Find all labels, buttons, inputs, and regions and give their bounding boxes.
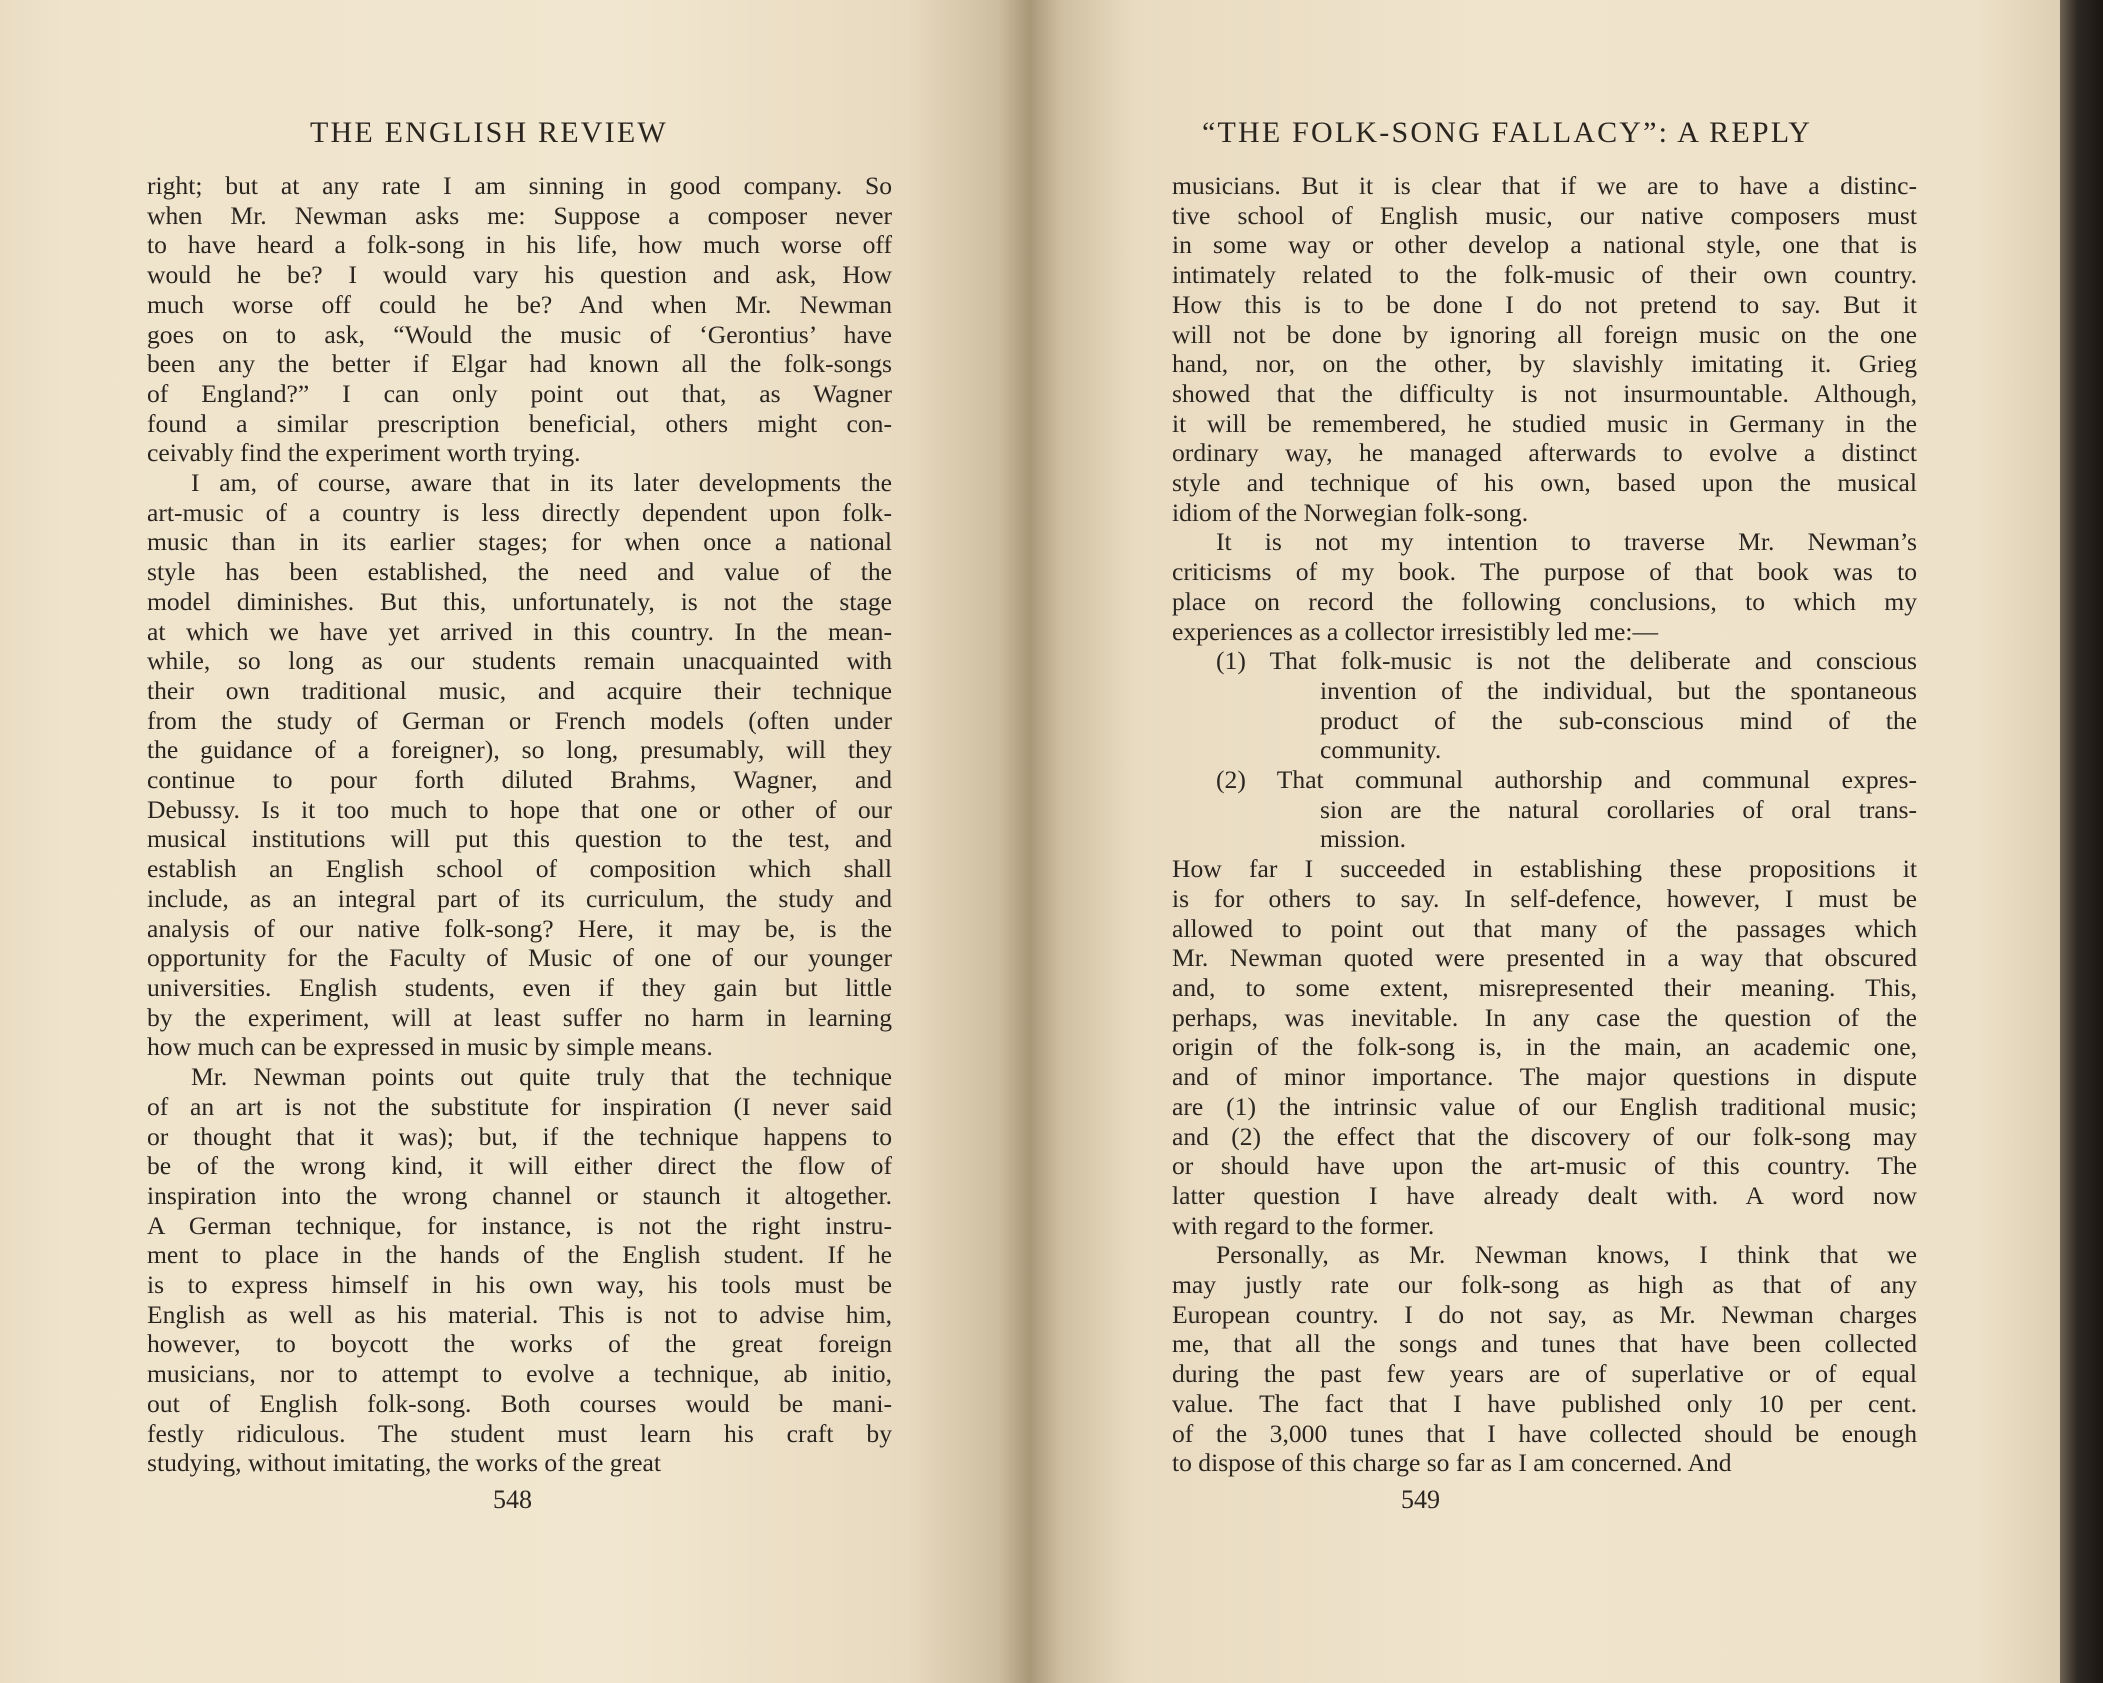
text-line: product of the sub-conscious mind of the [1320, 705, 1917, 735]
text-line: it will be remembered, he studied music in Germany in the [1172, 408, 1917, 438]
text-line: from the study of German or French models (often under [147, 705, 892, 735]
text-line: inspiration into the wrong channel or staunch it altogether. [147, 1180, 892, 1210]
text-line: (1) That folk-music is not the deliberate and conscious [1216, 646, 1917, 676]
text-line: I am, of course, aware that in its later developments the [191, 468, 892, 498]
text-line: How this is to be done I do not pretend to say. But it [1172, 289, 1917, 319]
text-line: with regard to the former. [1172, 1210, 1435, 1240]
text-line: value. The fact that I have published only 10 per cent. [1172, 1388, 1917, 1418]
text-line: model diminishes. But this, unfortunately, is not the stage [147, 586, 892, 616]
text-line: or thought that it was); but, if the technique happens to [147, 1121, 892, 1151]
text-line: perhaps, was inevitable. In any case the question of the [1172, 1002, 1917, 1032]
text-line: music than in its earlier stages; for when once a national [147, 527, 892, 557]
text-line: and of minor importance. The major questions in dispute [1172, 1062, 1917, 1092]
text-line: musical institutions will put this question to the test, and [147, 824, 892, 854]
right-body-text [1172, 171, 1917, 1478]
text-line: much worse off could he be? And when Mr. Newman [147, 289, 892, 319]
text-line: of an art is not the substitute for inspiration (I never said [147, 1091, 892, 1121]
text-line: while, so long as our students remain unacquainted with [147, 646, 892, 676]
text-line: Mr. Newman points out quite truly that the technique [191, 1062, 892, 1092]
text-line: me, that all the songs and tunes that have been collected [1172, 1329, 1917, 1359]
text-line: be of the wrong kind, it will either direct the flow of [147, 1151, 892, 1181]
text-line: (2) That communal authorship and communal expres- [1216, 765, 1917, 795]
text-line: art-music of a country is less directly dependent upon folk- [147, 497, 892, 527]
text-line: It is not my intention to traverse Mr. Newman’s [1216, 527, 1917, 557]
text-line: and, to some extent, misrepresented their meaning. This, [1172, 972, 1917, 1002]
text-line: Debussy. Is it too much to hope that one or other of our [147, 794, 892, 824]
text-line: experiences as a collector irresistibly led me:— [1172, 616, 1659, 646]
text-line: criticisms of my book. The purpose of that book was to [1172, 557, 1917, 587]
text-line: to have heard a folk-song in his life, how much worse off [147, 230, 892, 260]
text-line: Personally, as Mr. Newman knows, I think that we [1216, 1240, 1917, 1270]
text-line: is to express himself in his own way, his tools must be [147, 1270, 892, 1300]
text-line: idiom of the Norwegian folk-song. [1172, 497, 1529, 527]
text-line: by the experiment, will at least suffer no harm in learning [147, 1002, 892, 1032]
text-line: when Mr. Newman asks me: Suppose a composer never [147, 200, 892, 230]
text-line: during the past few years are of superlative or of equal [1172, 1359, 1917, 1389]
text-line: at which we have yet arrived in this country. In the mean- [147, 616, 892, 646]
text-line: allowed to point out that many of the passages which [1172, 913, 1917, 943]
text-line: opportunity for the Faculty of Music of one of our younger [147, 943, 892, 973]
left-page [0, 0, 1030, 1683]
text-line: the guidance of a foreigner), so long, presumably, will they [147, 735, 892, 765]
right-page [1030, 0, 2060, 1683]
text-line: continue to pour forth diluted Brahms, Wagner, and [147, 765, 892, 795]
text-line: to dispose of this charge so far as I am concerned. And [1172, 1448, 1732, 1478]
text-line: place on record the following conclusions, to which my [1172, 586, 1917, 616]
text-line: latter question I have already dealt with. A word now [1172, 1180, 1917, 1210]
text-line: are (1) the intrinsic value of our English traditional music; [1172, 1091, 1917, 1121]
book-edge [2060, 0, 2103, 1683]
text-line: ment to place in the hands of the English student. If he [147, 1240, 892, 1270]
text-line: sion are the natural corollaries of oral trans- [1320, 794, 1917, 824]
text-line: is for others to say. In self-defence, however, I must be [1172, 883, 1917, 913]
running-head-right: “THE FOLK-SONG FALLACY”: A REPLY [1202, 116, 1813, 149]
text-line: intimately related to the folk-music of their own country. [1172, 260, 1917, 290]
text-line: ceivably find the experiment worth trying. [147, 438, 581, 468]
text-line: tive school of English music, our native composers must [1172, 200, 1917, 230]
page-number-left: 548 [493, 1485, 532, 1514]
running-head-left: THE ENGLISH REVIEW [310, 116, 668, 149]
text-line: mission. [1320, 824, 1407, 854]
text-line: would he be? I would vary his question and ask, How [147, 260, 892, 290]
text-line: however, to boycott the works of the great foreign [147, 1329, 892, 1359]
text-line: style and technique of his own, based upon the musical [1172, 468, 1917, 498]
text-line: out of English folk-song. Both courses would be mani- [147, 1388, 892, 1418]
text-line: European country. I do not say, as Mr. Newman charges [1172, 1299, 1917, 1329]
text-line: festly ridiculous. The student must learn his craft by [147, 1418, 892, 1448]
text-line: English as well as his material. This is not to advise him, [147, 1299, 892, 1329]
text-line: community. [1320, 735, 1442, 765]
text-line: and (2) the effect that the discovery of our folk-song may [1172, 1121, 1917, 1151]
text-line: musicians, nor to attempt to evolve a technique, ab initio, [147, 1359, 892, 1389]
text-line: style has been established, the need and value of the [147, 557, 892, 587]
text-line: found a similar prescription beneficial, others might con- [147, 408, 892, 438]
left-body-text [147, 171, 892, 1478]
text-line: goes on to ask, “Would the music of ‘Gerontius’ have [147, 319, 892, 349]
text-line: how much can be expressed in music by simple means. [147, 1032, 713, 1062]
text-line: analysis of our native folk-song? Here, it may be, is the [147, 913, 892, 943]
text-line: include, as an integral part of its curriculum, the study and [147, 883, 892, 913]
text-line: may justly rate our folk-song as high as that of any [1172, 1270, 1917, 1300]
text-line: musicians. But it is clear that if we are to have a distinc- [1172, 171, 1917, 200]
text-line: universities. English students, even if they gain but little [147, 972, 892, 1002]
text-line: studying, without imitating, the works of the great [147, 1448, 661, 1478]
text-line: right; but at any rate I am sinning in good company. So [147, 171, 892, 200]
page-number-right: 549 [1401, 1485, 1440, 1514]
text-line: hand, nor, on the other, by slavishly imitating it. Grieg [1172, 349, 1917, 379]
text-line: How far I succeeded in establishing these propositions it [1172, 854, 1917, 884]
text-line: been any the better if Elgar had known all the folk-songs [147, 349, 892, 379]
text-line: in some way or other develop a national style, one that is [1172, 230, 1917, 260]
text-line: showed that the difficulty is not insurmountable. Although, [1172, 378, 1917, 408]
text-line: A German technique, for instance, is not the right instru- [147, 1210, 892, 1240]
text-line: or should have upon the art-music of this country. The [1172, 1151, 1917, 1181]
text-line: of the 3,000 tunes that I have collected should be enough [1172, 1418, 1917, 1448]
text-line: Mr. Newman quoted were presented in a way that obscured [1172, 943, 1917, 973]
text-line: invention of the individual, but the spontaneous [1320, 675, 1917, 705]
text-line: origin of the folk-song is, in the main, an academic one, [1172, 1032, 1917, 1062]
text-line: will not be done by ignoring all foreign music on the one [1172, 319, 1917, 349]
text-line: ordinary way, he managed afterwards to evolve a distinct [1172, 438, 1917, 468]
text-line: their own traditional music, and acquire their technique [147, 675, 892, 705]
text-line: establish an English school of composition which shall [147, 854, 892, 884]
text-line: of England?” I can only point out that, as Wagner [147, 378, 892, 408]
